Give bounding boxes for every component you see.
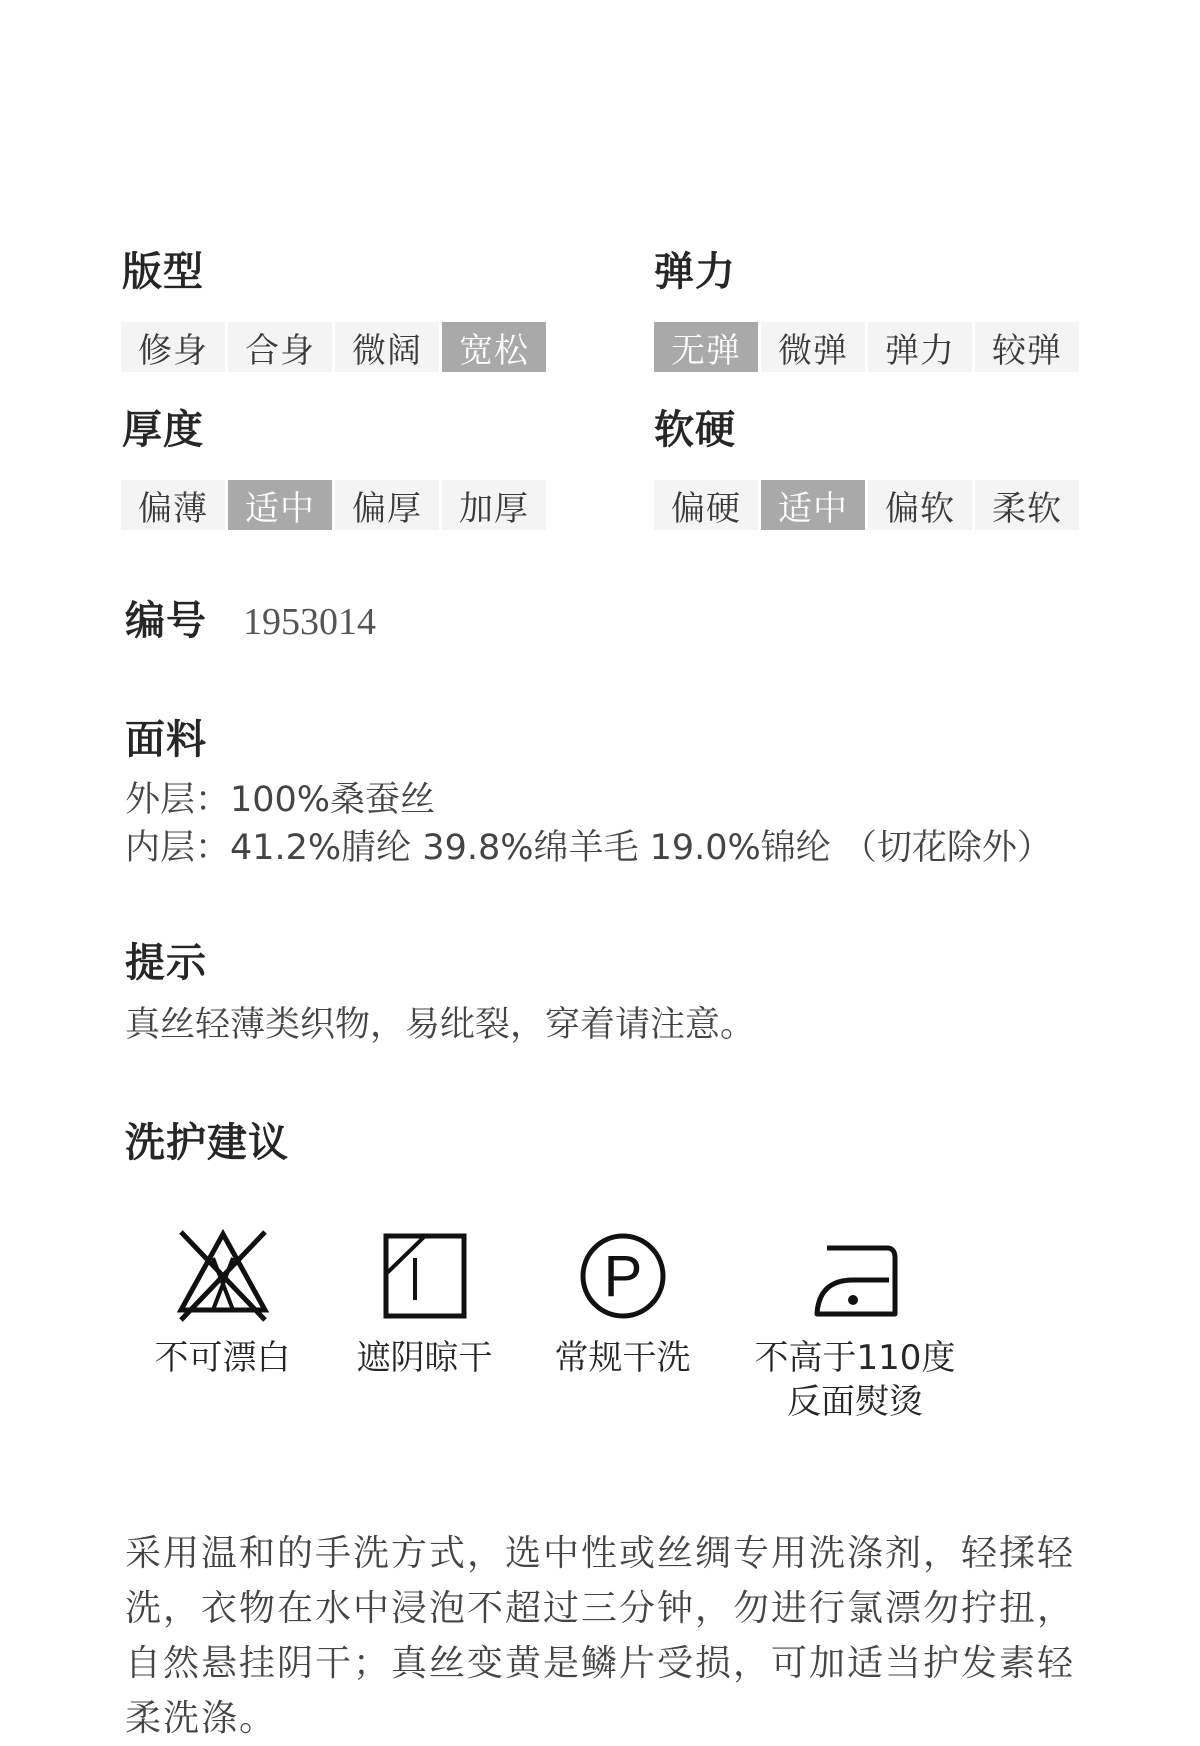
option-thickness-0: 偏薄 [121,480,225,530]
product-code [125,600,376,644]
care-item-iron [740,1228,970,1424]
care-description: 采用温和的手洗方式，选中性或丝绸专用洗涤剂，轻揉轻洗，衣物在水中浸泡不超过三分钟，勿进行氯漂勿拧扭，自然悬挂阴干；真丝变黄是鳞片受损，可加适当护发素轻柔洗涤。 [125,1533,1076,1739]
option-fit-3: 宽松 [442,322,546,372]
dry-clean-p-icon [540,1228,705,1324]
option-elasticity-0: 无弹 [654,322,758,372]
option-softness-3: 柔软 [975,480,1079,530]
attribute-options [654,322,1079,372]
care-label: 不可漂白 [154,1338,291,1378]
no-bleach-icon [140,1228,305,1324]
attribute-title: 厚度 [122,407,204,453]
iron-low-icon [740,1228,970,1324]
option-elasticity-3: 较弹 [975,322,1079,372]
option-fit-0: 修身 [121,322,225,372]
fabric-inner: 内层：41.2%腈纶 39.8%绵羊毛 19.0%锦纶 （切花除外） [125,828,1052,868]
care-label-2: 反面熨烫 [787,1382,923,1422]
attribute-options [654,480,1079,530]
attribute-title: 版型 [122,249,204,295]
option-elasticity-2: 弹力 [868,322,972,372]
attribute-thickness [122,407,546,530]
option-fit-1: 合身 [228,322,332,372]
tip-text: 真丝轻薄类织物，易纰裂，穿着请注意。 [125,1005,756,1045]
attribute-options [121,480,546,530]
care-item-dry-clean [540,1228,705,1380]
fabric-section [125,717,1052,872]
care-label: 不高于110度 [754,1338,956,1378]
attribute-softness [654,407,1079,530]
attribute-fit [122,249,546,372]
option-softness-2: 偏软 [868,480,972,530]
attribute-title: 弹力 [654,249,736,295]
care-label: 遮阴晾干 [356,1338,493,1378]
tip-title: 提示 [125,940,207,986]
option-thickness-1: 适中 [228,480,332,530]
attribute-options [121,322,546,372]
svg-text:P: P [603,1244,642,1309]
care-label: 常规干洗 [554,1338,691,1378]
care-item-shade-dry [342,1228,507,1380]
attribute-elasticity [654,249,1079,372]
care-item-no-bleach [140,1228,305,1380]
option-softness-1: 适中 [761,480,865,530]
option-fit-2: 微阔 [335,322,439,372]
option-softness-0: 偏硬 [654,480,758,530]
code-label: 编号 [125,598,207,644]
care-title: 洗护建议 [125,1120,289,1166]
option-thickness-3: 加厚 [442,480,546,530]
fabric-outer: 外层：100%桑蚕丝 [125,780,436,820]
tip-section [125,940,756,1049]
option-elasticity-1: 微弹 [761,322,865,372]
fabric-title: 面料 [125,717,207,763]
option-thickness-2: 偏厚 [335,480,439,530]
attribute-title: 软硬 [654,407,736,453]
shade-dry-icon [342,1228,507,1324]
code-value: 1953014 [243,601,376,643]
